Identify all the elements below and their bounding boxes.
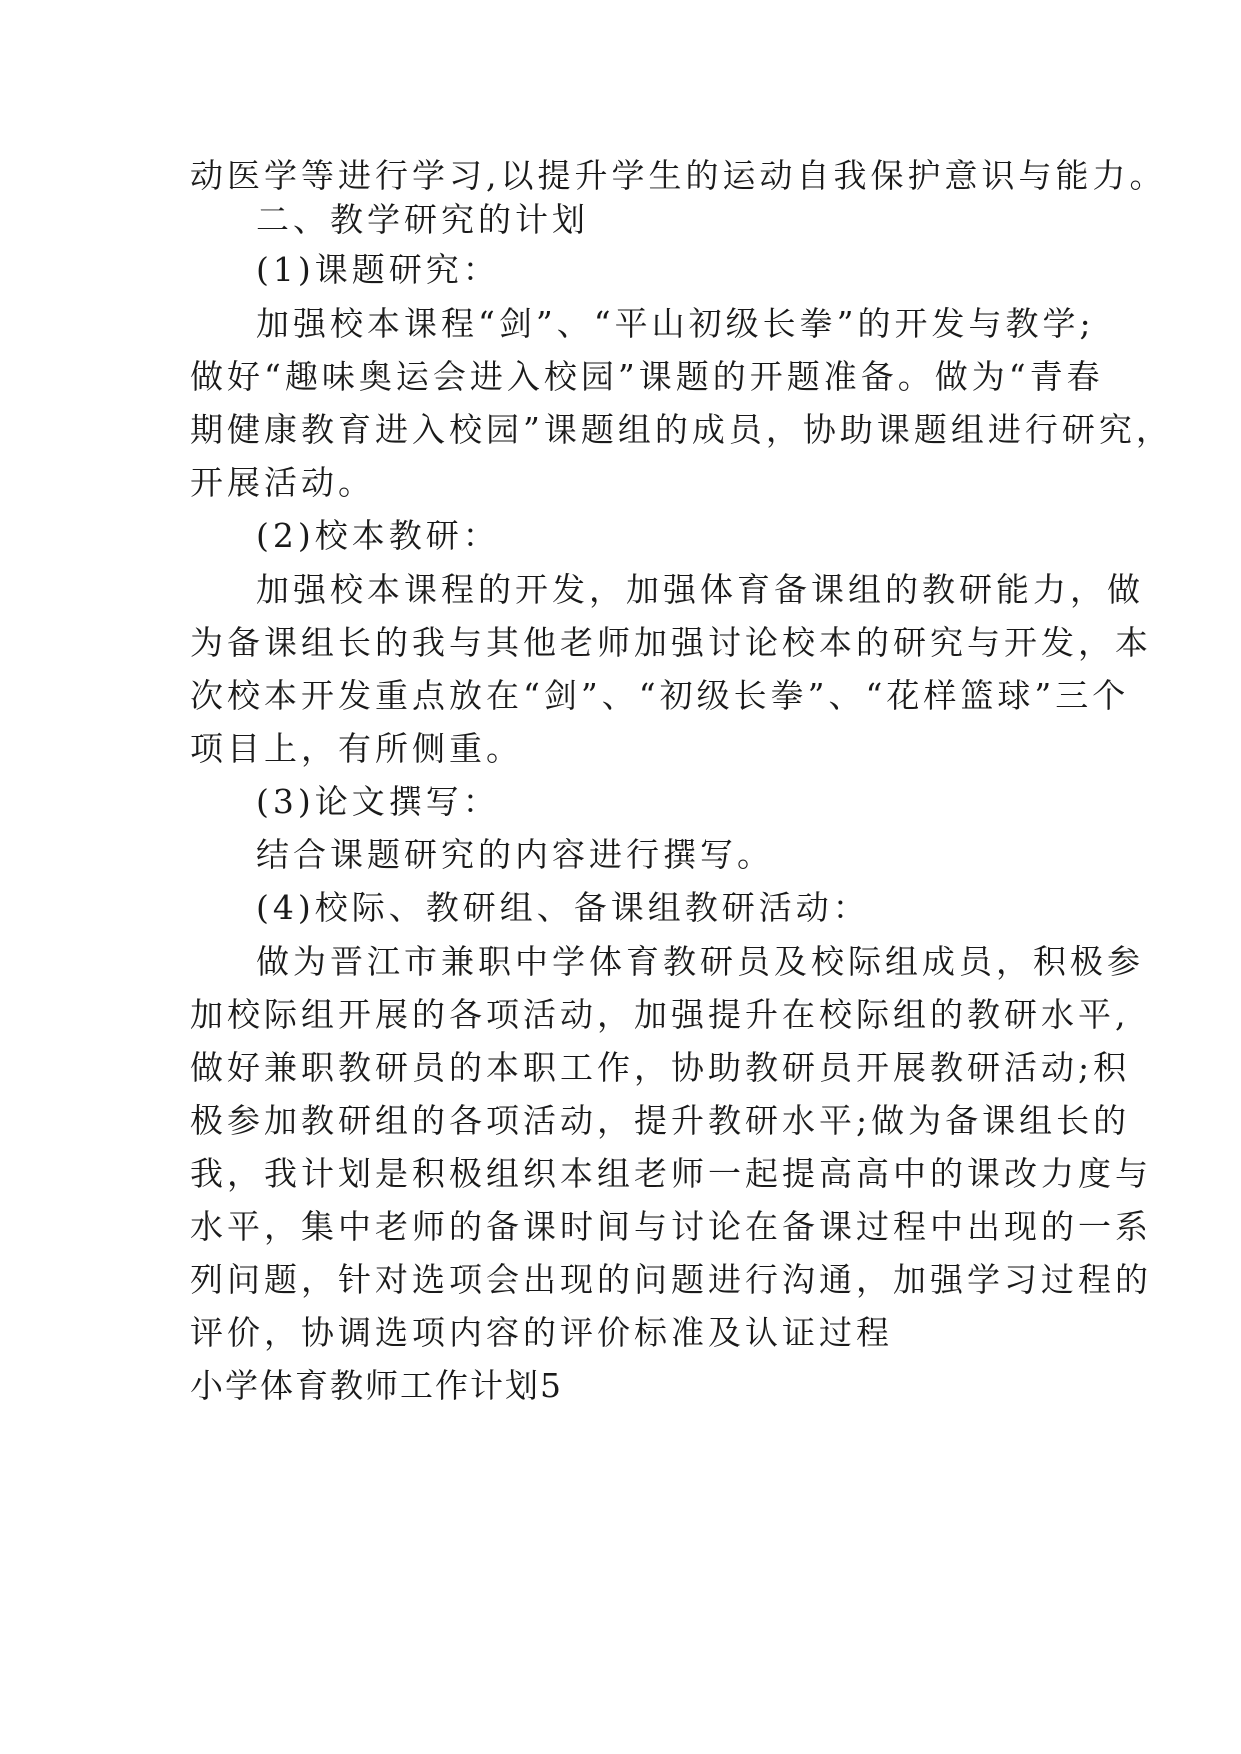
subsection-heading: (1)课题研究：	[256, 250, 500, 289]
paragraph-line: 做为晋江市兼职中学体育教研员及校际组成员，积极参	[256, 942, 1144, 981]
paragraph-line: 我，我计划是积极组织本组老师一起提高高中的课改力度与	[190, 1154, 1152, 1193]
paragraph-line: 期健康教育进入校园”课题组的成员，协助课题组进行研究，	[190, 410, 1173, 449]
paragraph-line: 列问题，针对选项会出现的问题进行沟通，加强学习过程的	[190, 1260, 1152, 1299]
next-section-title: 小学体育教师工作计划5	[190, 1366, 563, 1405]
paragraph-line: 结合课题研究的内容进行撰写。	[256, 835, 774, 874]
paragraph-line: 水平，集中老师的备课时间与讨论在备课过程中出现的一系	[190, 1207, 1152, 1246]
paragraph-line: 加校际组开展的各项活动，加强提升在校际组的教研水平,	[190, 995, 1130, 1034]
paragraph-line: 开展活动。	[190, 463, 375, 502]
subsection-heading: (2)校本教研：	[256, 516, 500, 555]
paragraph-line: 动医学等进行学习,以提升学生的运动自我保护意识与能力。	[190, 156, 1167, 195]
paragraph-line: 次校本开发重点放在“剑”、“初级长拳”、“花样篮球”三个	[190, 676, 1130, 715]
paragraph-line: 加强校本课程“剑”、“平山初级长拳”的开发与教学;	[256, 304, 1095, 343]
paragraph-line: 评价，协调选项内容的评价标准及认证过程	[190, 1313, 893, 1352]
paragraph-line: 做好兼职教研员的本职工作，协助教研员开展教研活动;积	[190, 1048, 1131, 1087]
subsection-heading: (3)论文撰写：	[256, 782, 500, 821]
paragraph-line: 为备课组长的我与其他老师加强讨论校本的研究与开发，本	[190, 623, 1152, 662]
subsection-heading: (4)校际、教研组、备课组教研活动：	[256, 888, 870, 927]
paragraph-line: 做好“趣味奥运会进入校园”课题的开题准备。做为“青春	[190, 357, 1104, 396]
paragraph-line: 极参加教研组的各项活动，提升教研水平;做为备课组长的	[190, 1101, 1131, 1140]
paragraph-line: 加强校本课程的开发，加强体育备课组的教研能力，做	[256, 570, 1144, 609]
paragraph-line: 项目上，有所侧重。	[190, 729, 523, 768]
section-heading: 二、教学研究的计划	[256, 200, 589, 239]
